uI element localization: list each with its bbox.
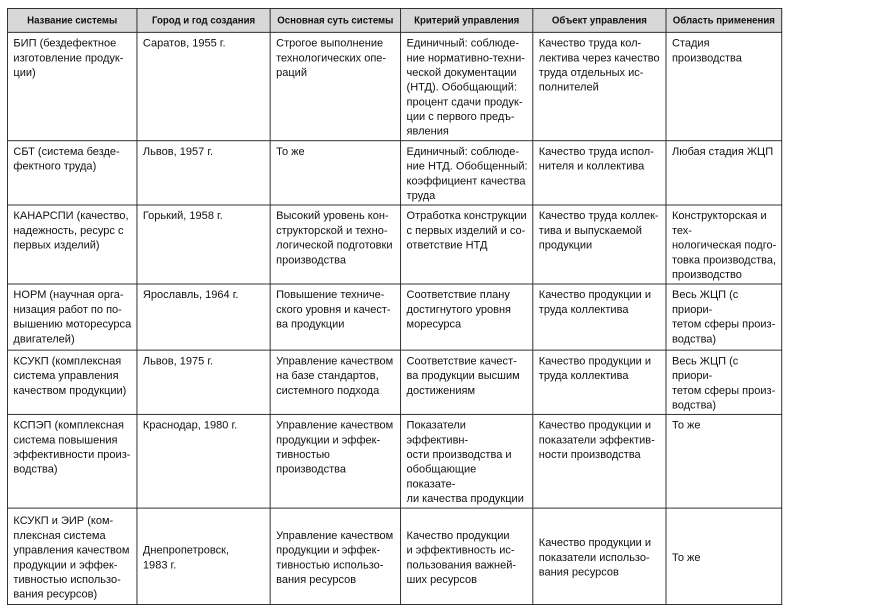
- header-scope: Область применения: [666, 8, 782, 32]
- cell-criterion: Соответствие качест- ва продукции высшим достижениям: [401, 350, 533, 414]
- cell-criterion: Соответствие плану достигнутого уровня моресурса: [401, 284, 533, 350]
- cell-scope: Конструкторская и тех- нологическая подго- товка производства, производство: [666, 205, 782, 284]
- cell-object: Качество труда кол- лектива через качество труда отдельных ис- полнителей: [533, 32, 666, 140]
- header-criterion: Критерий управления: [401, 8, 533, 32]
- cell-object: Качество продукции и труда коллектива: [533, 350, 666, 414]
- cell-system-name: КСПЭП (комплексная система повышения эффективности произ- водства): [7, 414, 137, 508]
- cell-scope: Стадия производства: [666, 32, 782, 140]
- table-row: [7, 205, 781, 284]
- cell-city-year: Саратов, 1955 г.: [137, 32, 270, 140]
- cell-city-year: Львов, 1957 г.: [137, 141, 270, 205]
- cell-criterion: Показатели эффективн- ости производства и обобщающие показате- ли качества продукции: [401, 414, 533, 508]
- header-system-name: Название системы: [7, 8, 137, 32]
- header-row: [7, 8, 781, 32]
- cell-essence: Строгое выполнение технологических опе- раций: [270, 32, 400, 140]
- cell-criterion: Отработка конструкции с первых изделий и со- ответствие НТД: [401, 205, 533, 284]
- table-row: [7, 32, 781, 140]
- cell-scope: Весь ЖЦП (с приори- тетом сферы произ- водства): [666, 284, 782, 350]
- systems-table: [7, 8, 782, 605]
- cell-essence: Управление качеством на базе стандартов, системного подхода: [270, 350, 400, 414]
- cell-system-name: СБТ (система безде- фектного труда): [7, 141, 137, 205]
- cell-object: Качество труда испол- нителя и коллектива: [533, 141, 666, 205]
- cell-object: Качество продукции и труда коллектива: [533, 284, 666, 350]
- cell-system-name: КАНАРСПИ (качество, надежность, ресурс с первых изделий): [7, 205, 137, 284]
- cell-system-name: КСУКП (комплексная система управления качеством продукции): [7, 350, 137, 414]
- header-object: Объект управления: [533, 8, 666, 32]
- cell-city-year: Ярославль, 1964 г.: [137, 284, 270, 350]
- table-row: [7, 141, 781, 205]
- cell-object: Качество труда коллек- тива и выпускаемой продукции: [533, 205, 666, 284]
- table-row: [7, 414, 781, 508]
- cell-city-year: Львов, 1975 г.: [137, 350, 270, 414]
- cell-criterion: Качество продукции и эффективность ис- пользования важней- ших ресурсов: [401, 508, 533, 604]
- cell-essence: Управление качеством продукции и эффек- тивностью производства: [270, 414, 400, 508]
- cell-scope: То же: [666, 414, 782, 508]
- cell-system-name: БИП (бездефектное изготовление продук- ции): [7, 32, 137, 140]
- cell-city-year: Днепропетровск, 1983 г.: [137, 508, 270, 604]
- cell-criterion: Единичный: соблюде- ние нормативно-техни- ческой документации (НТД). Обобщающий: процент сдачи продук- ции с первого предъ- явления: [401, 32, 533, 140]
- cell-essence: Повышение техниче- ского уровня и качест- ва продукции: [270, 284, 400, 350]
- cell-system-name: КСУКП и ЭИР (ком- плексная система управления качеством продукции и эффек- тивностью использо- вания ресурсов): [7, 508, 137, 604]
- cell-essence: Высокий уровень кон- структорской и техно- логической подготовки производства: [270, 205, 400, 284]
- cell-scope: То же: [666, 508, 782, 604]
- cell-object: Качество продукции и показатели эффектив- ности производства: [533, 414, 666, 508]
- table-row: [7, 508, 781, 604]
- header-essence: Основная суть системы: [270, 8, 400, 32]
- cell-city-year: Краснодар, 1980 г.: [137, 414, 270, 508]
- cell-system-name: НОРМ (научная орга- низация работ по по- вышению моторесурса двигателей): [7, 284, 137, 350]
- cell-criterion: Единичный: соблюде- ние НТД. Обобщенный: коэффициент качества труда: [401, 141, 533, 205]
- cell-essence: То же: [270, 141, 400, 205]
- cell-city-year: Горький, 1958 г.: [137, 205, 270, 284]
- cell-scope: Весь ЖЦП (с приори- тетом сферы произ- водства): [666, 350, 782, 414]
- table-row: [7, 350, 781, 414]
- cell-essence: Управление качеством продукции и эффек- тивностью использо- вания ресурсов: [270, 508, 400, 604]
- cell-scope: Любая стадия ЖЦП: [666, 141, 782, 205]
- header-city-year: Город и год создания: [137, 8, 270, 32]
- table-row: [7, 284, 781, 350]
- cell-object: Качество продукции и показатели использо- вания ресурсов: [533, 508, 666, 604]
